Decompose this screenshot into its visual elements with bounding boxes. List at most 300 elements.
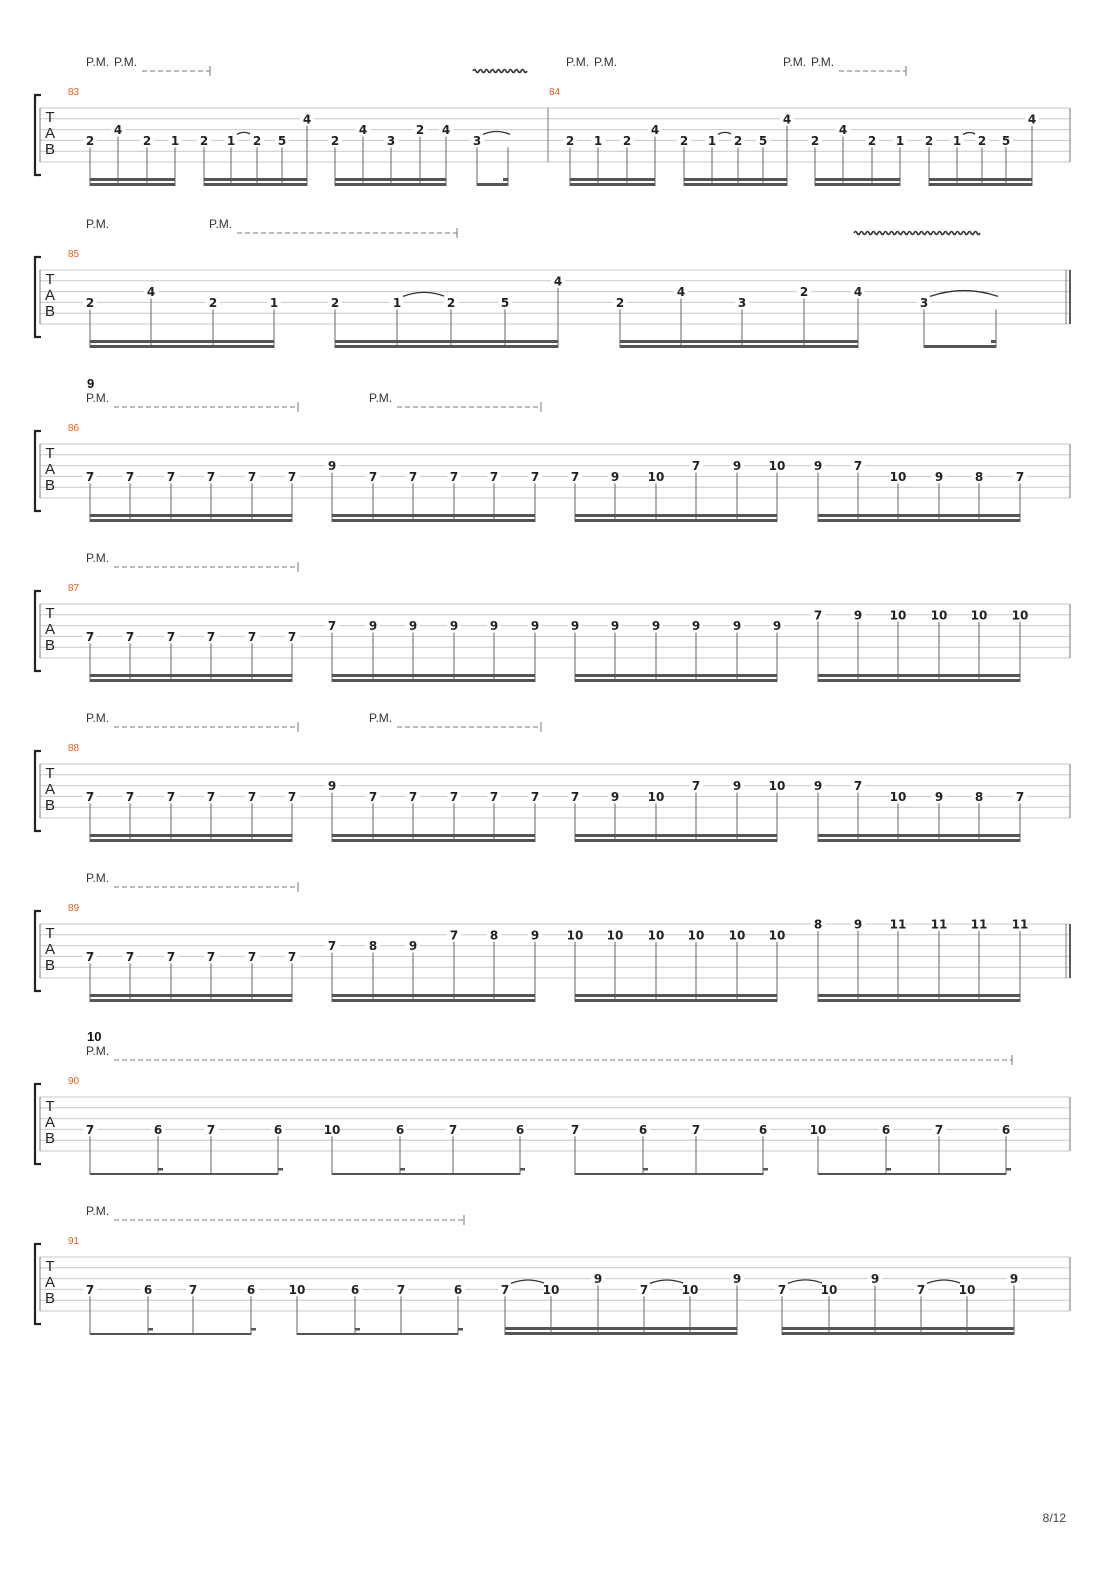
fret-number: 7 [125,629,135,644]
fret-number: 9 [368,619,378,634]
beam [90,834,292,837]
beam [818,1173,1006,1175]
fret-number: 6 [153,1122,163,1137]
fret-number: 7 [206,1122,216,1137]
beam [684,178,787,181]
fret-number: 9 [732,1272,742,1287]
fret-number: 7 [1015,469,1025,484]
fret-number: 10 [647,928,665,943]
fret-number: 9 [732,779,742,794]
tie [718,132,732,134]
tab-clef-b: B [44,957,56,974]
fret-number: 7 [639,1282,649,1297]
fret-number: 11 [970,917,988,932]
fret-number: 2 [924,133,934,148]
fret-number: 7 [327,619,337,634]
tab-clef-t: T [45,271,55,288]
tab-clef-a: A [44,941,56,958]
beam-partial [763,1168,768,1171]
fret-number: 7 [408,789,418,804]
beam [332,1173,520,1175]
beam [332,519,535,522]
fret-number: 1 [952,133,962,148]
fret-number: 7 [530,789,540,804]
fret-number: 9 [610,789,620,804]
beam [818,519,1020,522]
fret-number: 2 [679,133,689,148]
tab-clef-t: T [45,1098,55,1115]
fret-number: 5 [1001,133,1011,148]
beam [332,999,535,1002]
beam [620,340,858,343]
fret-number: 6 [273,1122,283,1137]
staff-system [35,55,1070,186]
fret-number: 9 [853,608,863,623]
fret-number: 4 [838,123,848,138]
staff-system [35,1029,1070,1175]
fret-number: 7 [206,469,216,484]
beam [575,839,777,842]
beam-partial [520,1168,525,1171]
fret-number: 5 [758,133,768,148]
tab-clef-b: B [44,141,56,158]
beam-partial [1006,1168,1011,1171]
fret-number: 9 [489,619,499,634]
tie [788,1280,823,1284]
tab-clef-t: T [45,445,55,462]
fret-number: 10 [728,928,746,943]
beam-partial [503,178,508,181]
fret-number: 2 [415,123,425,138]
measure-number: 83 [68,87,80,98]
beam [818,834,1020,837]
fret-number: 6 [453,1282,463,1297]
palm-mute-label: P.M. [86,711,110,725]
fret-number: 2 [330,295,340,310]
fret-number: 7 [934,1122,944,1137]
fret-number: 7 [853,459,863,474]
beam [332,679,535,682]
tie [650,1280,684,1283]
fret-number: 7 [85,1282,95,1297]
fret-number: 7 [287,469,297,484]
measure-number: 88 [68,743,80,754]
beam [335,183,446,186]
tie [511,1280,545,1283]
beam [505,1332,737,1335]
fret-number: 7 [85,469,95,484]
measure-number: 85 [68,249,80,260]
fret-number: 7 [916,1282,926,1297]
tab-clef-a: A [44,621,56,638]
beam [620,345,858,348]
fret-number: 7 [500,1282,510,1297]
fret-number: 7 [448,1122,458,1137]
fret-number: 10 [681,1282,699,1297]
fret-number: 2 [810,133,820,148]
fret-number: 6 [1001,1122,1011,1137]
beam [90,1173,278,1175]
beam [204,178,307,181]
fret-number: 8 [489,928,499,943]
fret-number: 10 [1011,608,1029,623]
fret-number: 7 [449,469,459,484]
fret-number: 6 [515,1122,525,1137]
fret-number: 7 [166,949,176,964]
fret-number: 7 [85,1122,95,1137]
fret-number: 2 [252,133,262,148]
fret-number: 7 [125,949,135,964]
fret-number: 9 [651,619,661,634]
beam [90,345,274,348]
fret-number: 7 [368,469,378,484]
tab-clef-a: A [44,461,56,478]
fret-number: 7 [530,469,540,484]
fret-number: 4 [650,123,660,138]
palm-mute-label: P.M. [209,217,233,231]
fret-number: 7 [85,789,95,804]
palm-mute-label: P.M. [369,391,393,405]
beam-partial [278,1168,283,1171]
fret-number: 1 [392,295,402,310]
fret-number: 9 [813,459,823,474]
fret-number: 7 [247,949,257,964]
fret-number: 7 [166,789,176,804]
fret-number: 7 [247,469,257,484]
tab-clef-b: B [44,303,56,320]
palm-mute-label: P.M. [369,711,393,725]
beam [782,1327,1014,1330]
fret-number: 7 [166,629,176,644]
fret-number: 10 [768,779,786,794]
tie [963,132,976,134]
fret-number: 9 [732,619,742,634]
measure-number: 90 [68,1076,80,1087]
beam [335,340,558,343]
palm-mute-label: P.M. [86,55,110,69]
fret-number: 11 [1011,917,1029,932]
fret-number: 8 [368,939,378,954]
fret-number: 2 [615,295,625,310]
fret-number: 7 [396,1282,406,1297]
fret-number: 6 [758,1122,768,1137]
fret-number: 10 [647,789,665,804]
fret-number: 4 [553,274,563,289]
palm-mute-label: P.M. [86,1204,110,1218]
fret-number: 10 [687,928,705,943]
fret-number: 7 [408,469,418,484]
measure-number: 91 [68,1236,80,1247]
staff-system [35,551,1070,682]
fret-number: 7 [287,789,297,804]
fret-number: 9 [610,619,620,634]
palm-mute-label: P.M. [594,55,618,69]
fret-number: 4 [853,285,863,300]
fret-number: 3 [737,295,747,310]
fret-number: 7 [489,789,499,804]
palm-mute-label: P.M. [783,55,807,69]
tie [483,131,510,134]
fret-number: 4 [302,112,312,127]
beam [818,679,1020,682]
beam [818,674,1020,677]
beam [505,1327,737,1330]
beam [90,178,175,181]
fret-number: 4 [358,123,368,138]
beam [90,514,292,517]
fret-number: 6 [395,1122,405,1137]
fret-number: 2 [733,133,743,148]
tab-clef-t: T [45,765,55,782]
fret-number: 10 [820,1282,838,1297]
fret-number: 4 [113,123,123,138]
tie [927,1280,961,1283]
beam [575,834,777,837]
beam-partial [458,1328,463,1331]
fret-number: 2 [142,133,152,148]
palm-mute-label: P.M. [86,871,110,885]
beam-partial [158,1168,163,1171]
fret-number: 7 [188,1282,198,1297]
staff-system [35,217,1070,348]
fret-number: 7 [206,949,216,964]
fret-number: 10 [930,608,948,623]
fret-number: 9 [934,469,944,484]
tab-clef-a: A [44,1114,56,1131]
staff-system [35,376,1070,522]
beam [924,345,996,348]
fret-number: 6 [638,1122,648,1137]
fret-number: 6 [881,1122,891,1137]
fret-number: 10 [768,459,786,474]
fret-number: 6 [350,1282,360,1297]
staff-system [35,1204,1070,1335]
fret-number: 2 [799,285,809,300]
beam [90,674,292,677]
fret-number: 2 [565,133,575,148]
fret-number: 7 [813,608,823,623]
beam-partial [400,1168,405,1171]
beam-partial [148,1328,153,1331]
tab-clef-b: B [44,1290,56,1307]
fret-number: 7 [287,629,297,644]
measure-number: 87 [68,583,80,594]
palm-mute-label: P.M. [566,55,590,69]
palm-mute-label: P.M. [86,551,110,565]
fret-number: 7 [691,1122,701,1137]
fret-number: 10 [809,1122,827,1137]
fret-number: 11 [930,917,948,932]
section-number: 10 [87,1029,102,1044]
fret-number: 10 [566,928,584,943]
fret-number: 6 [143,1282,153,1297]
beam [815,178,900,181]
beam [297,1333,458,1335]
beam [90,839,292,842]
fret-number: 9 [408,619,418,634]
fret-number: 2 [867,133,877,148]
fret-number: 4 [1027,112,1037,127]
fret-number: 7 [449,928,459,943]
fret-number: 6 [246,1282,256,1297]
fret-number: 10 [970,608,988,623]
fret-number: 8 [974,469,984,484]
fret-number: 7 [691,459,701,474]
fret-number: 2 [85,295,95,310]
fret-number: 9 [327,459,337,474]
fret-number: 9 [934,789,944,804]
fret-number: 7 [570,469,580,484]
beam [90,1333,251,1335]
fret-number: 9 [530,619,540,634]
fret-number: 7 [489,469,499,484]
fret-number: 1 [226,133,236,148]
beam [815,183,900,186]
fret-number: 9 [813,779,823,794]
tab-clef-t: T [45,925,55,942]
tab-clef-b: B [44,477,56,494]
fret-number: 10 [768,928,786,943]
tab-clef-a: A [44,125,56,142]
fret-number: 9 [1009,1272,1019,1287]
beam-partial [991,340,996,343]
fret-number: 4 [676,285,686,300]
beam-partial [886,1168,891,1171]
palm-mute-label: P.M. [86,391,110,405]
beam [90,183,175,186]
tab-clef-a: A [44,287,56,304]
fret-number: 7 [1015,789,1025,804]
beam [477,183,508,186]
beam [575,674,777,677]
beam [782,1332,1014,1335]
fret-number: 7 [247,789,257,804]
fret-number: 3 [386,133,396,148]
palm-mute-label: P.M. [114,55,138,69]
fret-number: 7 [166,469,176,484]
fret-number: 9 [570,619,580,634]
beam [332,674,535,677]
vibrato-mark [854,232,980,235]
fret-number: 2 [622,133,632,148]
fret-number: 2 [330,133,340,148]
fret-number: 10 [542,1282,560,1297]
fret-number: 2 [199,133,209,148]
fret-number: 7 [570,789,580,804]
fret-number: 9 [408,939,418,954]
fret-number: 10 [958,1282,976,1297]
beam [332,514,535,517]
beam [929,183,1032,186]
page-number: 8/12 [1042,1511,1066,1525]
fret-number: 2 [208,295,218,310]
fret-number: 7 [777,1282,787,1297]
fret-number: 3 [472,133,482,148]
measure-number: 84 [549,87,561,98]
fret-number: 10 [647,469,665,484]
beam [684,183,787,186]
fret-number: 9 [610,469,620,484]
fret-number: 7 [247,629,257,644]
beam [570,178,655,181]
beam [90,679,292,682]
tab-clef-b: B [44,637,56,654]
fret-number: 9 [853,917,863,932]
fret-number: 7 [206,789,216,804]
tab-clef-a: A [44,781,56,798]
fret-number: 2 [85,133,95,148]
measure-number: 86 [68,423,80,434]
fret-number: 9 [593,1272,603,1287]
beam [335,178,446,181]
fret-number: 7 [570,1122,580,1137]
fret-number: 1 [170,133,180,148]
beam [575,514,777,517]
fret-number: 7 [125,469,135,484]
beam [204,183,307,186]
beam [575,999,777,1002]
fret-number: 9 [449,619,459,634]
fret-number: 9 [327,779,337,794]
beam [575,1173,763,1175]
fret-number: 5 [500,295,510,310]
beam [332,994,535,997]
fret-number: 7 [206,629,216,644]
beam [575,519,777,522]
fret-number: 7 [85,949,95,964]
fret-number: 9 [530,928,540,943]
fret-number: 10 [889,469,907,484]
beam [575,994,777,997]
palm-mute-label: P.M. [86,1044,110,1058]
tab-clef-b: B [44,1130,56,1147]
beam-partial [355,1328,360,1331]
staff-system [35,871,1070,1002]
palm-mute-label: P.M. [86,217,110,231]
beam [90,519,292,522]
fret-number: 7 [85,629,95,644]
beam [335,345,558,348]
fret-number: 1 [895,133,905,148]
fret-number: 10 [288,1282,306,1297]
fret-number: 7 [368,789,378,804]
measure-number: 89 [68,903,80,914]
fret-number: 9 [870,1272,880,1287]
beam-partial [251,1328,256,1331]
fret-number: 4 [782,112,792,127]
fret-number: 10 [606,928,624,943]
fret-number: 3 [919,295,929,310]
fret-number: 9 [691,619,701,634]
palm-mute-label: P.M. [811,55,835,69]
fret-number: 1 [593,133,603,148]
fret-number: 7 [327,939,337,954]
fret-number: 9 [772,619,782,634]
fret-number: 2 [977,133,987,148]
fret-number: 1 [707,133,717,148]
tab-clef-t: T [45,109,55,126]
fret-number: 7 [691,779,701,794]
beam [332,839,535,842]
fret-number: 4 [441,123,451,138]
tie [237,132,251,134]
beam [818,839,1020,842]
fret-number: 5 [277,133,287,148]
beam [929,178,1032,181]
beam [575,679,777,682]
fret-number: 9 [732,459,742,474]
fret-number: 10 [889,789,907,804]
